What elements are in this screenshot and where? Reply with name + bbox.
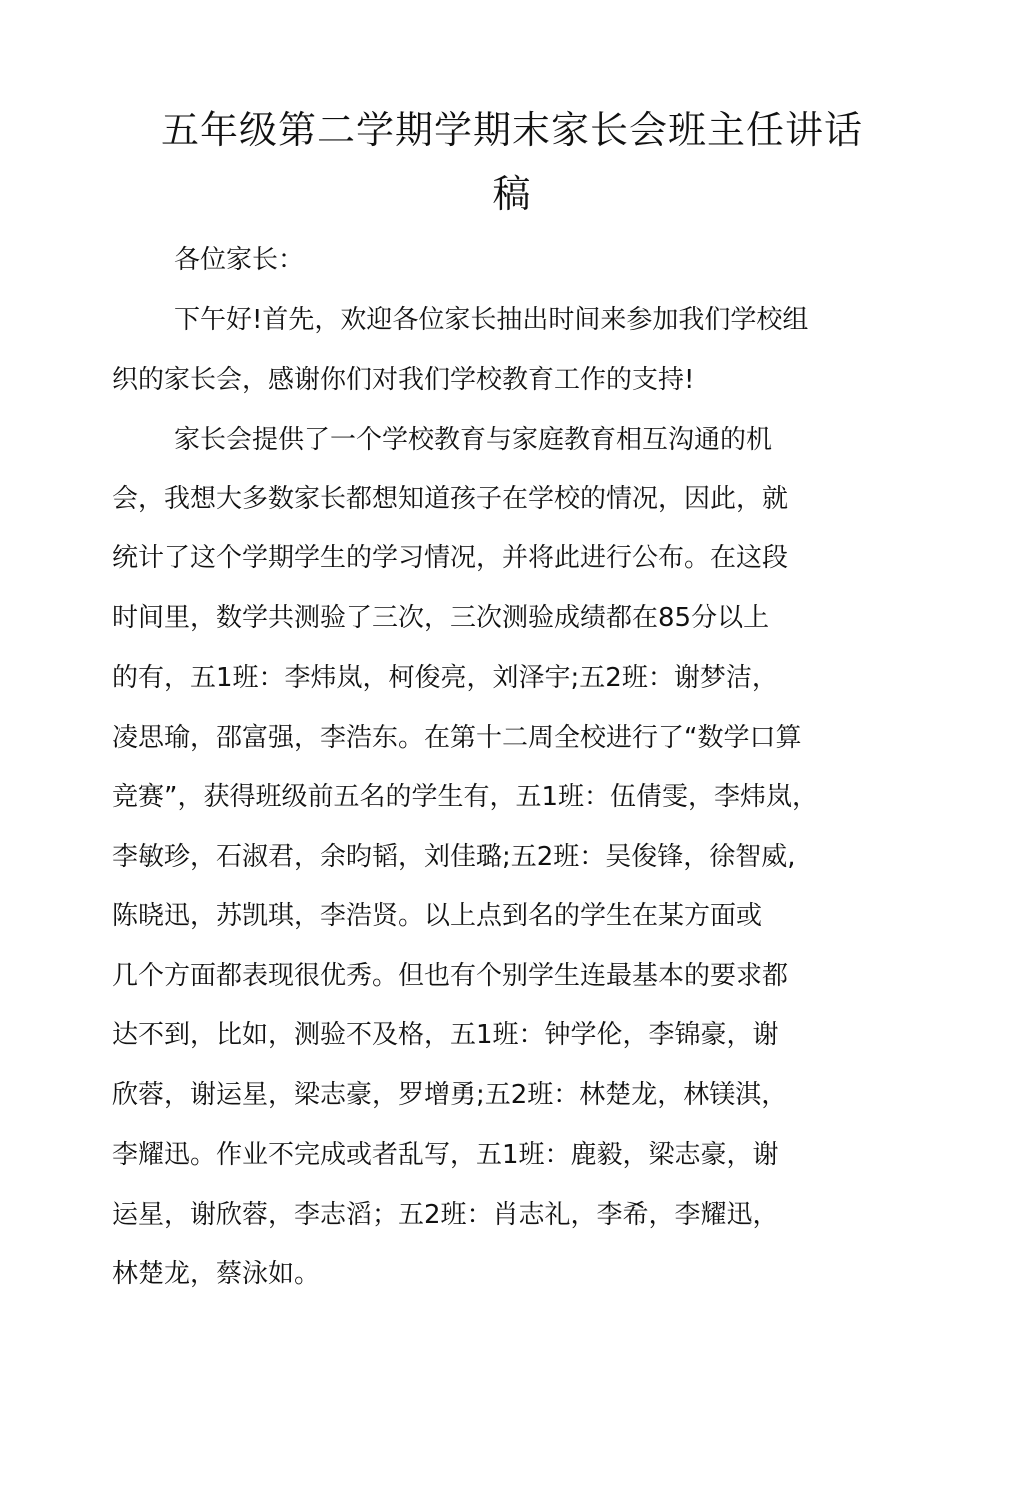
body-line: 凌思瑜，邵富强，李浩东。在第十二周全校进行了“数学口算 — [112, 723, 802, 753]
body-line: 欣蓉，谢运星，梁志豪，罗增勇;五2班：林楚龙，林镁淇， — [112, 1080, 788, 1110]
document-title-line-1: 五年级第二学期学期末家长会班主任讲话 — [160, 108, 863, 152]
salutation: 各位家长： — [174, 245, 305, 275]
body-line: 运星，谢欣蓉，李志滔；五2班：肖志礼，李希，李耀迅， — [112, 1200, 779, 1230]
body-line: 会，我想大多数家长都想知道孩子在学校的情况，因此，就 — [112, 484, 789, 514]
body-line: 家长会提供了一个学校教育与家庭教育相互沟通的机 — [174, 425, 773, 455]
body-line: 下午好!首先，欢迎各位家长抽出时间来参加我们学校组 — [174, 305, 809, 335]
body-line: 达不到，比如，测验不及格，五1班：钟学伦，李锦豪，谢 — [112, 1020, 779, 1050]
body-line: 统计了这个学期学生的学习情况，并将此进行公布。在这段 — [112, 543, 789, 573]
body-line: 林楚龙，蔡泳如。 — [112, 1259, 321, 1289]
body-line: 几个方面都表现很优秀。但也有个别学生连最基本的要求都 — [112, 961, 789, 991]
body-line: 时间里，数学共测验了三次，三次测验成绩都在85分以上 — [112, 603, 770, 633]
body-line: 李敏珍，石淑君，余昀韬，刘佳璐;五2班：吴俊锋，徐智威, — [112, 842, 796, 872]
body-line: 的有，五1班：李炜岚，柯俊亮，刘泽宇;五2班：谢梦洁， — [112, 663, 778, 693]
body-line: 陈晓迅，苏凯琪，李浩贤。以上点到名的学生在某方面或 — [112, 901, 763, 931]
body-line: 李耀迅。作业不完成或者乱写，五1班：鹿毅，梁志豪，谢 — [112, 1140, 779, 1170]
body-line: 织的家长会，感谢你们对我们学校教育工作的支持! — [112, 365, 695, 395]
document-title-line-2: 稿 — [492, 172, 532, 216]
body-line: 竞赛”，获得班级前五名的学生有，五1班：伍倩雯，李炜岚， — [112, 782, 819, 812]
